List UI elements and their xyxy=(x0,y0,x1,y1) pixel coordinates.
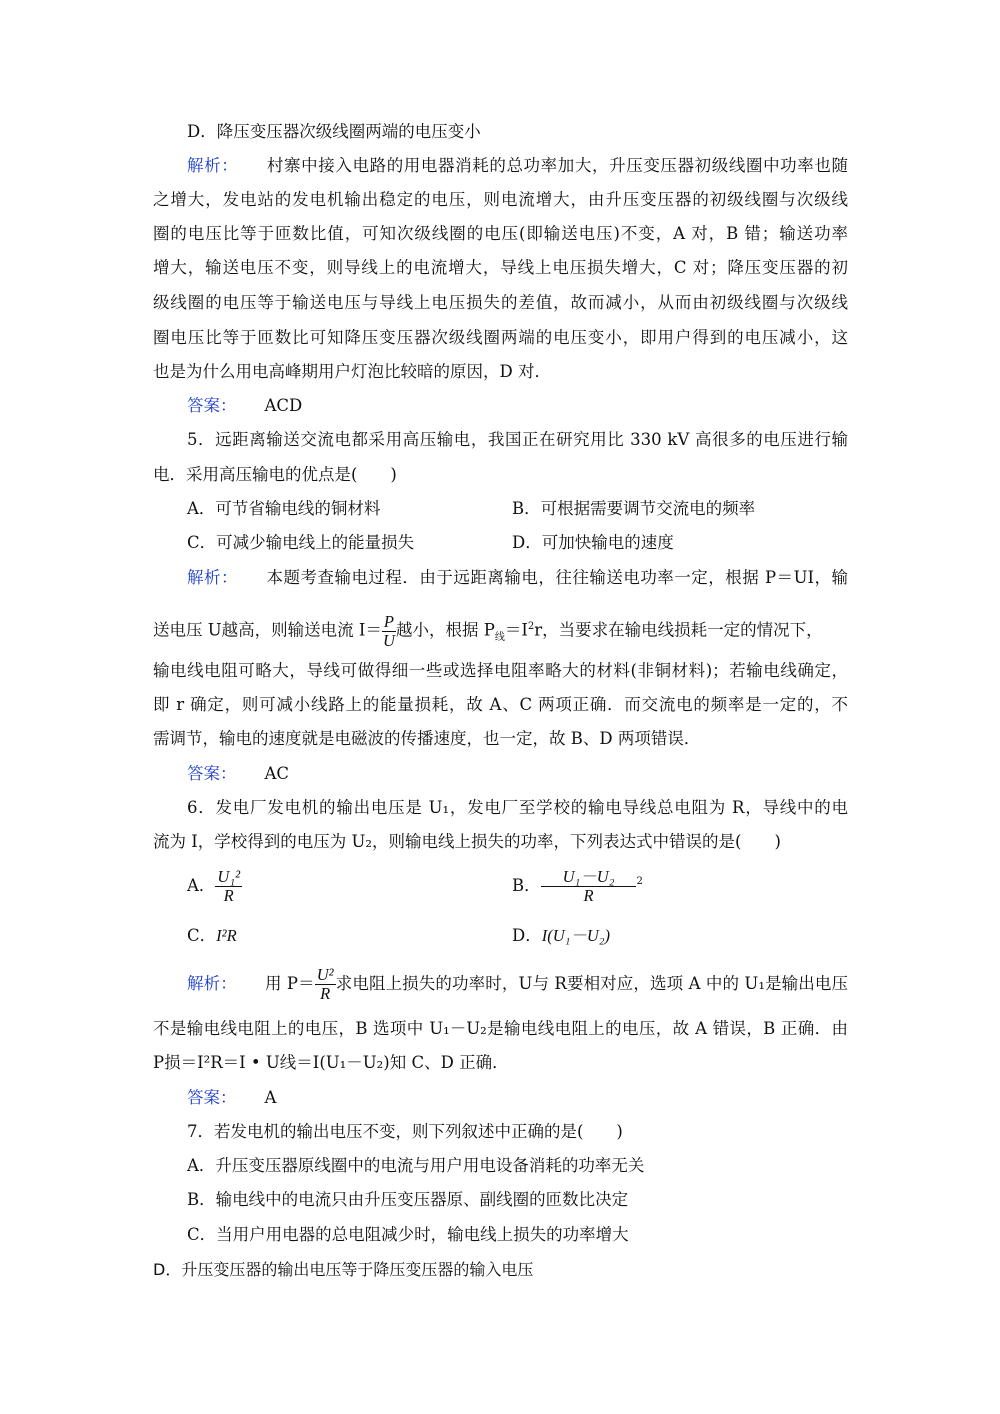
q6-analysis-formula-line xyxy=(187,962,848,1006)
option-label: C． xyxy=(187,926,217,945)
q5-analysis-line: 即 r 确定，则可减小线路上的能量损耗，故 A、C 两项正确．而交流电的频率是一定的，不 xyxy=(153,695,848,714)
exponent: 2 xyxy=(636,876,643,887)
q4-analysis-line: 级线圈的电压等于输送电压与导线上电压损失的差值，故而减小，从而由初级线圈与次级线 xyxy=(153,293,848,312)
q6-option-d xyxy=(512,924,610,948)
q4-analysis-line: 圈电压比等于匝数比可知降压变压器次级线圈两端的电压变小，即用户得到的电压减小，这 xyxy=(153,328,848,347)
numerator: P xyxy=(383,611,395,631)
answer-value: ACD xyxy=(264,396,303,415)
q6-option-a xyxy=(187,867,242,905)
q7-stem: 7．若发电机的输出电压不变，则下列叙述中正确的是( ) xyxy=(187,1122,623,1141)
q4-analysis-line: 之增大，发电站的发电机输出稳定的电压，则电流增大，由升压变压器的初级线圈与次级线 xyxy=(153,190,848,209)
q6-option-row xyxy=(187,924,848,948)
q4-analysis-line: 也是为什么用电高峰期用户灯泡比较暗的原因，D 对． xyxy=(153,362,551,381)
text: 用 P＝ xyxy=(264,974,315,993)
option-label: A． xyxy=(187,876,216,895)
text: 本题考查输电过程．由于远距离输电，往往输送电功率一定，根据 P＝UI，输 xyxy=(265,568,848,587)
option-label: B． xyxy=(512,876,541,895)
q4-analysis-line: 圈的电压比等于匝数比值，可知次级线圈的电压(即输送电压)不变，A 对，B 错；输送功率 xyxy=(153,224,848,243)
analysis-label: 解析： xyxy=(187,568,238,587)
q6-option-row xyxy=(187,866,848,906)
denominator: R xyxy=(223,886,234,905)
q7-option-c: C．当用户用电器的总电阻减少时，输电线上损失的功率增大 xyxy=(187,1225,629,1244)
q5-analysis-line xyxy=(187,566,848,590)
subscript: 线 xyxy=(494,631,505,643)
q4-analysis-line xyxy=(187,154,848,178)
text: 村寨中接入电路的用电器消耗的总功率加大，升压变压器初级线圈中功率也随 xyxy=(266,156,849,175)
denominator: R xyxy=(583,886,594,905)
denominator: U xyxy=(383,630,395,650)
q5-stem: 电．采用高压输电的优点是( ) xyxy=(153,465,397,484)
q6-answer xyxy=(187,1086,848,1110)
q6-option-b xyxy=(512,866,643,906)
superscript: 2 xyxy=(527,621,535,632)
q5-option-d: D．可加快输电的速度 xyxy=(512,533,674,552)
expression: I²R xyxy=(216,926,237,945)
q5-option-row xyxy=(187,531,848,555)
text: 越小，根据 P xyxy=(396,620,495,640)
q5-stem: 5．远距离输送交流电都采用高压输电，我国正在研究用比 330 kV 高很多的电压进行输 xyxy=(187,430,848,449)
q6-stem: 6．发电厂发电机的输出电压是 U₁，发电厂至学校的输电导线总电阻为 R，导线中的电 xyxy=(187,798,848,817)
answer-label: 答案： xyxy=(187,764,237,783)
answer-value: AC xyxy=(264,764,290,783)
q7-option-d: D．升压变压器的输出电压等于降压变压器的输入电压 xyxy=(153,1260,534,1279)
numerator: U² xyxy=(316,965,334,984)
text: r，当要求在输电线损耗一定的情况下， xyxy=(534,620,823,640)
q5-option-row xyxy=(187,497,848,521)
q5-analysis-formula-line xyxy=(153,605,848,649)
q4-analysis-line: 增大，输送电压不变，则导线上的电流增大，导线上电压损失增大，C 对；降压变压器的初 xyxy=(153,258,848,277)
analysis-label: 解析： xyxy=(187,156,239,175)
expression: I(U₁－U₂) xyxy=(541,926,611,945)
q7-option-a: A．升压变压器原线圈中的电流与用户用电设备消耗的功率无关 xyxy=(187,1156,645,1175)
q6-analysis-line: P损＝I²R＝I • U线＝I(U₁－U₂)知 C、D 正确． xyxy=(153,1053,509,1072)
q7-option-b: B．输电线中的电流只由升压变压器原、副线圈的匝数比决定 xyxy=(187,1190,629,1209)
q5-option-c: C．可减少输电线上的能量损失 xyxy=(187,533,415,552)
answer-label: 答案： xyxy=(187,396,237,415)
answer-label: 答案： xyxy=(187,1088,237,1107)
q6-option-c xyxy=(187,926,237,945)
q6-stem: 流为 I，学校得到的电压为 U₂，则输电线上损失的功率，下列表达式中错误的是( ) xyxy=(153,832,781,851)
option-label: D． xyxy=(512,926,542,945)
text: 求电阻上损失的功率时，U与 R要相对应，选项 A 中的 U₁是输出电压 xyxy=(335,974,849,993)
q6-analysis-line: 不是输电线电阻上的电压，B 选项中 U₁－U₂是输电线电阻上的电压，故 A 错误，B 正确．由 xyxy=(153,1019,848,1038)
q5-option-a: A．可节省输电线的铜材料 xyxy=(187,499,381,518)
q5-answer xyxy=(187,762,848,786)
text: ＝I xyxy=(504,620,528,640)
analysis-label: 解析： xyxy=(187,974,237,993)
fraction-p-over-u xyxy=(382,613,396,650)
q5-analysis-line: 输电线电阻可略大，导线可做得细一些或选择电阻率略大的材料(非铜材料)；若输电线确定， xyxy=(153,661,848,680)
numerator: U₁² xyxy=(217,867,241,886)
q4-answer xyxy=(187,394,848,418)
numerator: U₁－U₂ xyxy=(541,868,637,887)
answer-value: A xyxy=(264,1088,277,1107)
q5-analysis-line: 需调节，输电的速度就是电磁波的传播速度，也一定，故 B、D 两项错误． xyxy=(153,729,701,748)
q4-option-d: D．降压变压器次级线圈两端的电压变小 xyxy=(187,122,481,141)
denominator: R xyxy=(320,984,331,1003)
q5-option-b: B．可根据需要调节交流电的频率 xyxy=(512,499,756,518)
text: 送电压 U越高，则输送电流 I＝ xyxy=(153,620,382,640)
